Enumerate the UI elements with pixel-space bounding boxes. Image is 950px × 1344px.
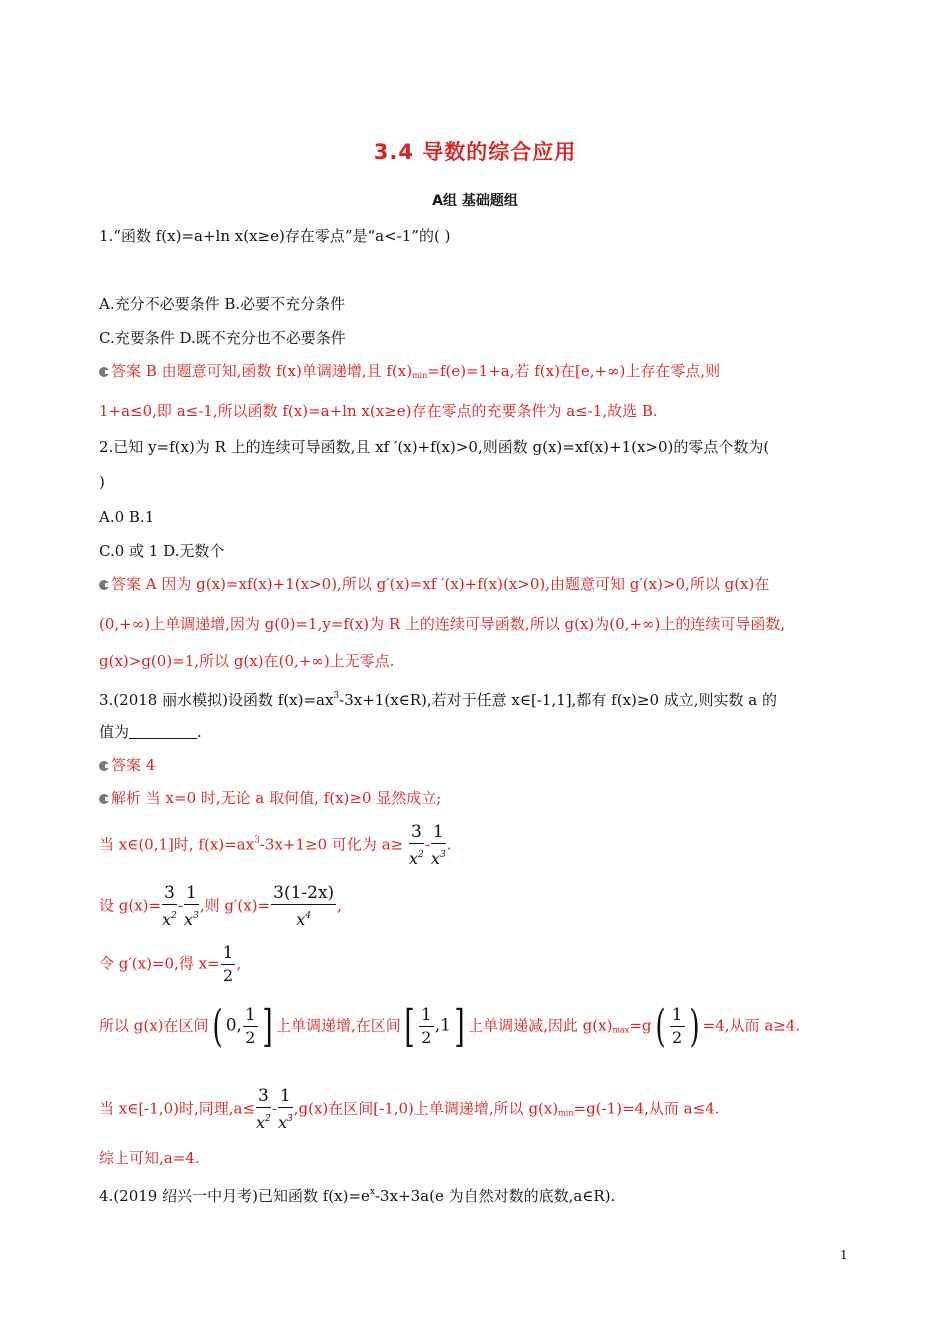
- superscript: 3: [254, 835, 260, 846]
- numerator: 1: [420, 1005, 432, 1025]
- minus-sign: -: [424, 835, 430, 854]
- power: 2: [171, 911, 177, 921]
- q2-answer-text: A 因为 g(x)=xf(x)+1(x>0),所以 g′(x)=xf ′(x)+f(x)(x>0),由题意可知 g′(x)>0,所以 g(x)在: [141, 575, 770, 593]
- q3-solution-line5: [99, 1000, 801, 1052]
- var: x: [256, 1113, 266, 1132]
- answer-tag-icon: [99, 761, 109, 771]
- denominator: 2: [421, 1028, 432, 1047]
- fraction: [243, 1004, 258, 1049]
- text: 当 x∈(0,1]时, f(x)=ax: [99, 835, 255, 854]
- text: -3x+1≥0 可化为 a≥: [259, 835, 404, 854]
- answer-label: 答案: [111, 362, 142, 380]
- denominator: [271, 905, 336, 931]
- q3-stem-line2: [99, 722, 202, 742]
- denominator: [162, 905, 177, 931]
- numerator: 1: [671, 1005, 683, 1025]
- right-bracket: ]: [454, 1000, 465, 1052]
- q3-solution-line7: 综上可知,a=4.: [99, 1149, 200, 1167]
- numerator: 1: [432, 822, 444, 842]
- solution-label: 解析: [111, 789, 142, 807]
- answer-blank: [129, 722, 197, 739]
- numerator: 3: [164, 883, 175, 903]
- power: 4: [305, 911, 312, 921]
- q3-solution-line4: [99, 942, 241, 987]
- text: 上单调递增,在区间: [275, 1016, 401, 1035]
- answer-tag-icon: [99, 367, 109, 377]
- answer-label: 答案: [111, 756, 142, 774]
- q2-stem-line1: 2.已知 y=f(x)为 R 上的连续可导函数,且 xf ′(x)+f(x)>0,则函数 g(x)=xf(x)+1(x>0)的零点个数为(: [99, 438, 770, 456]
- numerator: 1: [279, 1086, 291, 1106]
- var: x: [409, 849, 419, 868]
- power: 2: [418, 850, 424, 860]
- q1-options-cd: C.充要条件 D.既不充分也不必要条件: [99, 329, 346, 347]
- q1-stem: 1.“函数 f(x)=a+ln x(x≥e)存在零点”是“a<-1”的( ): [99, 227, 451, 245]
- fraction: [271, 882, 336, 931]
- answer-label: 答案: [111, 575, 142, 593]
- denominator: [409, 844, 424, 870]
- text: -3x+3a(e 为自然对数的底数,a∈R).: [374, 1187, 616, 1205]
- denominator: [431, 844, 446, 870]
- q2-options-cd: C.0 或 1 D.无数个: [99, 542, 225, 560]
- q3-solution-line6: [99, 1085, 719, 1134]
- fraction: [221, 942, 236, 987]
- fraction: [278, 1085, 293, 1134]
- text: ,则 g′(x)=: [199, 896, 271, 915]
- power: 3: [439, 850, 446, 860]
- q3-answer: [99, 755, 155, 775]
- q2-answer-line3: g(x)>g(0)=1,所以 g(x)在(0,+∞)上无零点.: [99, 652, 395, 670]
- q3-solution-line2: [99, 821, 452, 870]
- var: x: [162, 910, 172, 929]
- var: x: [296, 910, 306, 929]
- power: 3: [193, 911, 199, 921]
- text: 4.(2019 绍兴一中月考)已知函数 f(x)=e: [99, 1187, 370, 1205]
- q3-answer-value: 4: [141, 756, 156, 774]
- denominator: 2: [222, 966, 234, 985]
- q3-solution-line3: [99, 882, 342, 931]
- left-bracket: [: [404, 1000, 415, 1052]
- q3-stem-a: 3.(2018 丽水模拟)设函数 f(x)=ax: [99, 691, 334, 709]
- q1-answer-line2: 1+a≤0,即 a≤-1,所以函数 f(x)=a+ln x(x≥e)存在零点的充要条件为 a≤-1,故选 B.: [99, 402, 658, 420]
- numerator: 3(1-2x): [273, 883, 335, 903]
- denominator: [278, 1108, 293, 1134]
- power: 2: [265, 1114, 271, 1124]
- numerator: 3: [258, 1086, 269, 1106]
- q3-stem-b: -3x+1(x∈R),若对于任意 x∈[-1,1],都有 f(x)≥0 成立,则实数 a 的: [339, 691, 778, 709]
- interval-end: ,1: [434, 1015, 451, 1036]
- right-bracket: ]: [262, 1000, 273, 1052]
- fraction: [670, 1004, 685, 1049]
- answer-tag-icon: [99, 580, 109, 590]
- period: .: [446, 835, 452, 854]
- var: x: [184, 910, 194, 929]
- power: 3: [286, 1114, 293, 1124]
- text: =4,从而 a≥4.: [702, 1016, 801, 1035]
- denominator: [184, 905, 199, 931]
- text: 所以 g(x)在区间: [99, 1016, 209, 1035]
- q2-stem-line2: ): [99, 473, 105, 491]
- superscript: 3: [333, 691, 340, 701]
- fraction: [409, 821, 424, 870]
- q3-stem-line1: [99, 686, 777, 710]
- numerator: 1: [222, 943, 234, 963]
- numerator: 1: [244, 1005, 256, 1025]
- q2-answer-line2: (0,+∞)上单调递增,因为 g(0)=1,y=f(x)为 R 上的连续可导函数,所以 g(x)为(0,+∞)上的连续可导函数,: [99, 615, 786, 633]
- solution-tag-icon: [99, 794, 109, 804]
- q3-solution-line1: [99, 788, 441, 808]
- text: =g(-1)=4,从而 a≤4.: [573, 1099, 720, 1118]
- q3-stem-c: 值为: [99, 723, 130, 741]
- q1-answer-line1: [99, 361, 720, 386]
- left-paren: (: [654, 1000, 666, 1052]
- denominator: 2: [671, 1028, 683, 1047]
- comma: ,: [337, 896, 342, 915]
- q1-answer-text: B 由题意可知,函数 f(x)单调递增,且 f(x): [141, 362, 413, 380]
- text: =g: [629, 1016, 652, 1035]
- var: x: [430, 849, 440, 868]
- page-title: 3.4 导数的综合应用: [373, 140, 577, 164]
- denominator: [256, 1108, 271, 1134]
- fraction: [256, 1085, 271, 1134]
- page-number: 1: [840, 1248, 848, 1262]
- text: 设 g(x)=: [99, 896, 162, 915]
- superscript: x: [369, 1187, 375, 1197]
- subscript-min: min: [558, 1108, 574, 1118]
- minus-sign: -: [271, 1099, 277, 1118]
- fraction: [431, 821, 446, 870]
- q4-stem: [99, 1182, 615, 1206]
- q1-answer-text-b: =f(e)=1+a,若 f(x)在[e,+∞)上存在零点,则: [427, 362, 721, 380]
- subscript-min: min: [412, 371, 428, 380]
- right-paren: ): [688, 1000, 700, 1052]
- q2-answer-line1: [99, 574, 769, 594]
- text: 令 g′(x)=0,得 x=: [99, 954, 220, 973]
- fraction: [419, 1004, 434, 1049]
- fraction: [162, 882, 177, 931]
- text: 当 x∈[-1,0)时,同理,a≤: [99, 1099, 256, 1118]
- section-subtitle: A组 基础题组: [432, 193, 518, 209]
- denominator: 2: [245, 1028, 256, 1047]
- fraction: [184, 882, 199, 931]
- interval-start: 0,: [225, 1015, 242, 1036]
- q1-options-ab: A.充分不必要条件 B.必要不充分条件: [99, 295, 346, 313]
- q3-solution-text: 当 x=0 时,无论 a 取何值, f(x)≥0 显然成立;: [141, 789, 442, 807]
- q2-options-ab: A.0 B.1: [99, 508, 155, 526]
- left-paren: (: [211, 1000, 223, 1052]
- subscript-max: max: [612, 1025, 630, 1035]
- numerator: 1: [186, 883, 197, 903]
- minus-sign: -: [177, 896, 184, 915]
- comma: ,: [236, 954, 242, 973]
- text: 上单调递减,因此 g(x): [468, 1016, 613, 1035]
- q3-stem-end: .: [197, 723, 202, 741]
- numerator: 3: [410, 822, 422, 842]
- var: x: [277, 1113, 287, 1132]
- text: ,g(x)在区间[-1,0)上单调递增,所以 g(x): [293, 1099, 559, 1118]
